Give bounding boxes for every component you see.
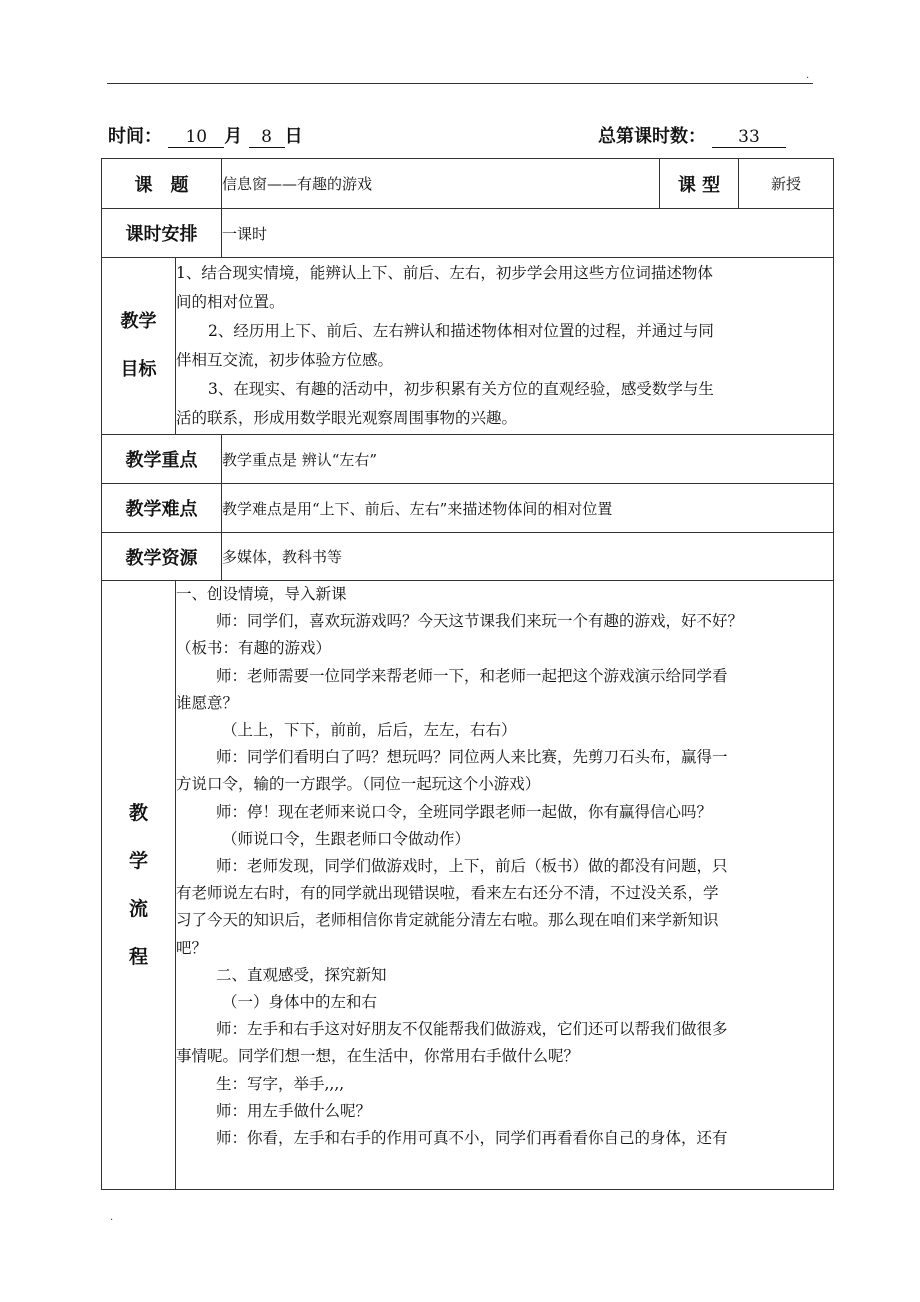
resources-label: 教学资源: [102, 533, 222, 581]
date-line: [108, 122, 303, 148]
flow-line: 师：老师需要一位同学来帮老师一下，和老师一起把这个游戏演示给同学看: [216, 666, 728, 685]
time-label: 时间：: [108, 126, 162, 147]
flow-line: 师：同学们看明白了吗？想玩吗？同位两人来比赛，先剪刀石头布，赢得一: [216, 748, 728, 767]
total-value: 33: [712, 127, 786, 148]
flow-row: [102, 581, 834, 1190]
goal-line: 1、结合现实情境，能辨认上下、前后、左右，初步学会用这些方位词描述物体: [176, 264, 713, 282]
page-dot: .: [110, 1212, 114, 1223]
goals-row: [102, 258, 834, 435]
flow-line: 师：你看，左手和右手的作用可真不小，同学们再看看你自己的身体，还有: [216, 1129, 728, 1148]
goal-line: 3、在现实、有趣的活动中，初步积累有关方位的直观经验，感受数学与生: [208, 380, 714, 398]
goal-line: 间的相对位置。: [176, 293, 285, 311]
flow-line: （一）身体中的左和右: [222, 993, 378, 1012]
flow-line: （上上，下下，前前，后后，左左，右右）: [222, 721, 517, 740]
flow-line: 吧？: [176, 938, 208, 957]
type-value: 新授: [739, 159, 834, 209]
goals-label: [102, 258, 176, 435]
schedule-label: 课时安排: [102, 209, 222, 258]
schedule-row: [102, 209, 834, 258]
goal-line: 2、经历用上下、前后、左右辨认和描述物体相对位置的过程，并通过与同: [208, 322, 714, 340]
page-dot: .: [806, 70, 810, 81]
topic-label: 课 题: [102, 159, 222, 209]
flow-line: 生：写字，举手,,,,: [216, 1074, 345, 1093]
flow-line: 一、创设情境，导入新课: [176, 585, 347, 603]
difficulty-value: 教学难点是用“上下、前后、左右”来描述物体间的相对位置: [222, 484, 834, 533]
resources-row: [102, 533, 834, 581]
day-value: 8: [249, 127, 285, 148]
flow-line: 二、直观感受，探究新知: [216, 965, 387, 984]
key-label: 教学重点: [102, 435, 222, 484]
flow-line: 事情呢。同学们想一想，在生活中，你常用右手做什么呢？: [176, 1047, 580, 1066]
type-label: 课 型: [660, 159, 739, 209]
difficulty-row: [102, 484, 834, 533]
difficulty-label: 教学难点: [102, 484, 222, 533]
flow-label: [102, 581, 176, 1190]
goals-text: [176, 258, 834, 435]
goal-line: 活的联系，形成用数学眼光观察周围事物的兴趣。: [176, 409, 518, 427]
flow-line: 师：同学们，喜欢玩游戏吗？今天这节课我们来玩一个有趣的游戏，好不好？: [216, 612, 744, 631]
goal-line: 伴相互交流，初步体验方位感。: [176, 351, 394, 369]
flow-line: （师说口令，生跟老师口令做动作）: [222, 829, 471, 848]
flow-label-char: 学: [128, 850, 148, 872]
day-label: 日: [284, 126, 303, 147]
key-row: [102, 435, 834, 484]
header-rule: [107, 83, 813, 84]
resources-value: 多媒体，教科书等: [222, 533, 834, 581]
flow-text: [176, 581, 834, 1190]
goals-label-line-1: 教学: [120, 311, 157, 332]
total-lessons: [598, 122, 786, 148]
flow-line: 师：左手和右手这对好朋友不仅能帮我们做游戏，它们还可以帮我们做很多: [216, 1020, 728, 1039]
schedule-value: 一课时: [222, 209, 834, 258]
flow-line: 师：老师发现，同学们做游戏时，上下，前后（板书）做的都没有问题，只: [216, 857, 728, 876]
flow-line: 师：停！现在老师来说口令，全班同学跟老师一起做，你有赢得信心吗？: [216, 802, 713, 821]
lesson-plan-table: [101, 158, 834, 1190]
flow-label-char: 教: [128, 802, 148, 824]
month-value: 10: [168, 127, 224, 148]
flow-line: 谁愿意？: [176, 693, 239, 712]
flow-line: 习了今天的知识后，老师相信你肯定就能分清左右啦。那么现在咱们来学新知识: [176, 911, 719, 930]
flow-label-char: 流: [128, 898, 148, 920]
key-value: 教学重点是 辨认“左右”: [222, 435, 834, 484]
flow-line: 师：用左手做什么呢？: [216, 1101, 372, 1120]
flow-line: 方说口令，输的一方跟学。（同位一起玩这个小游戏）: [176, 775, 541, 794]
flow-label-char: 程: [128, 946, 148, 968]
topic-row: [102, 159, 834, 209]
topic-value: 信息窗——有趣的游戏: [222, 159, 660, 209]
month-label: 月: [224, 126, 243, 147]
flow-line: （板书：有趣的游戏）: [176, 639, 332, 658]
flow-line: 有老师说左右时，有的同学就出现错误啦，看来左右还分不清，不过没关系，学: [176, 884, 719, 903]
goals-label-line-2: 目标: [120, 359, 157, 380]
total-label: 总第课时数：: [598, 126, 706, 147]
